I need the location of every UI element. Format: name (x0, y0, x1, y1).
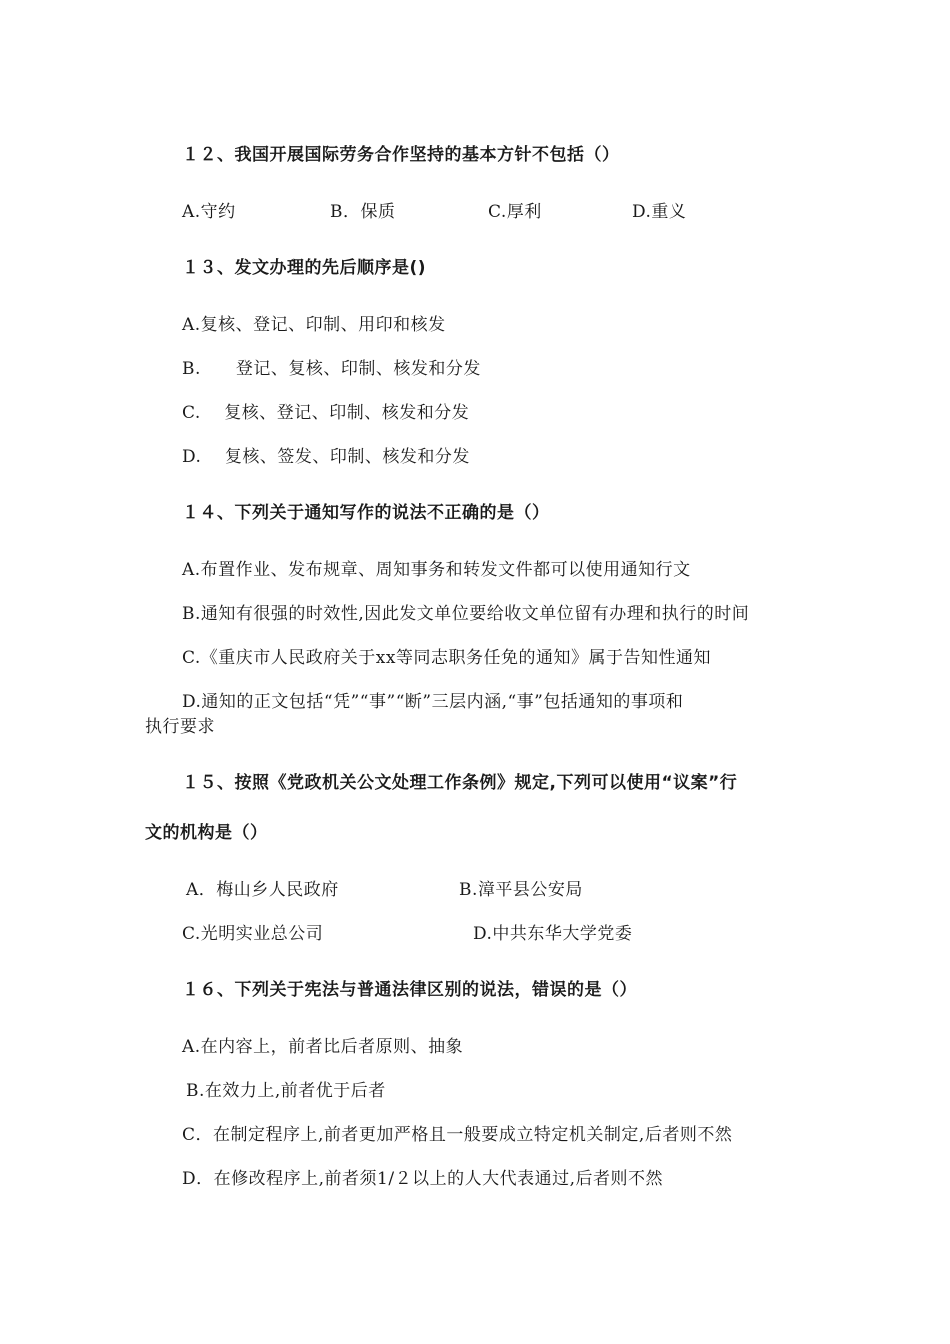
q15-option-b: B.漳平县公安局 (459, 880, 583, 900)
q13-option-c: C. 复核、登记、印制、核发和分发 (182, 403, 470, 423)
q14-option-d: D.通知的正文包括“凭”“事”“断”三层内涵,“事”包括通知的事项和 (182, 692, 684, 712)
q16-option-b: B.在效力上,前者优于后者 (186, 1081, 386, 1101)
question-15-title-continued: 文的机构是（） (145, 823, 268, 843)
question-15-title: １５、按照《党政机关公文处理工作条例》规定,下列可以使用“议案”行 (182, 773, 738, 793)
q12-option-b: B．保质 (330, 202, 396, 222)
q16-option-d: D．在修改程序上,前者须1/２以上的人大代表通过,后者则不然 (182, 1169, 663, 1189)
q14-option-c: C.《重庆市人民政府关于xx等同志职务任免的通知》属于告知性通知 (182, 648, 711, 668)
q12-option-c: C.厚利 (488, 202, 542, 222)
q13-option-a: A.复核、登记、印制、用印和核发 (182, 315, 446, 335)
question-13-title: １３、发文办理的先后顺序是() (182, 258, 427, 278)
q12-option-d: D.重义 (632, 202, 687, 222)
q13-option-d: D. 复核、签发、印制、核发和分发 (182, 447, 470, 467)
q14-option-d-continued: 执行要求 (145, 717, 215, 737)
q14-option-a: A.布置作业、发布规章、周知事务和转发文件都可以使用通知行文 (182, 560, 691, 580)
question-16-title: １６、下列关于宪法与普通法律区别的说法，错误的是（） (182, 980, 637, 1000)
q16-option-c: C．在制定程序上,前者更加严格且一般要成立特定机关制定,后者则不然 (182, 1125, 733, 1145)
q15-option-d: D.中共东华大学党委 (473, 924, 633, 944)
q15-option-a: A．梅山乡人民政府 (186, 880, 339, 900)
question-12-title: １２、我国开展国际劳务合作坚持的基本方针不包括（） (182, 145, 620, 165)
q14-option-b: B.通知有很强的时效性,因此发文单位要给收文单位留有办理和执行的时间 (182, 604, 750, 624)
question-14-title: １４、下列关于通知写作的说法不正确的是（） (182, 503, 550, 523)
q15-option-c: C.光明实业总公司 (182, 924, 324, 944)
q16-option-a: A.在内容上，前者比后者原则、抽象 (182, 1037, 464, 1057)
q13-option-b: B. 登记、复核、印制、核发和分发 (182, 359, 481, 379)
q12-option-a: A.守约 (182, 202, 236, 222)
